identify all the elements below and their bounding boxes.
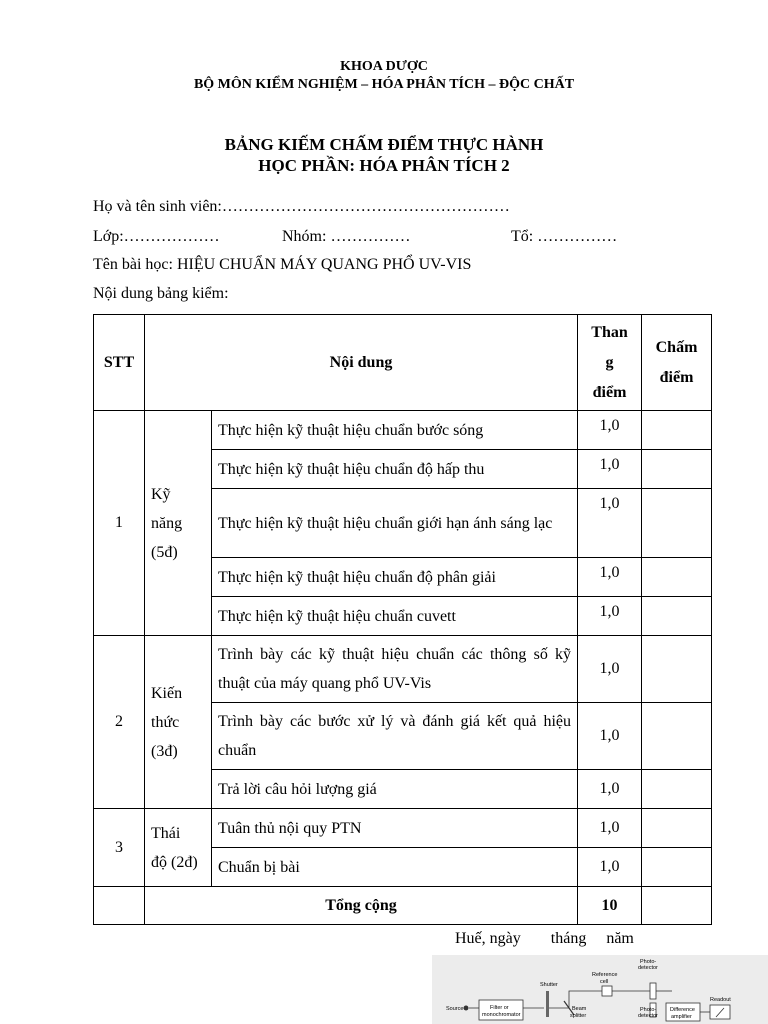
group-field: Nhóm: …………… [282,228,411,245]
header-grade-line2: điểm [659,368,694,386]
item-score: 1,0 [578,450,642,489]
diagram-splitter-label: splitter [570,1013,587,1019]
group-1-stt: 1 [94,411,145,636]
item-text: Chuẩn bị bài [212,848,578,887]
item-text: Trình bày các bước xử lý và đánh giá kết quả hiệu chuẩn [212,703,578,770]
date-place: Huế, ngày [455,930,521,947]
diagram-shutter-label: Shutter [540,982,558,988]
item-score: 1,0 [578,411,642,450]
header-scale-line2: g [605,353,614,371]
item-grade-cell[interactable] [642,597,712,636]
diagram-readout-label: Readout [710,997,731,1003]
group-1-category-line3: (5đ) [151,543,178,561]
item-text: Trình bày các kỹ thuật hiệu chuẩn các thông số kỹ thuật của máy quang phổ UV-Vis [212,636,578,703]
group-2-category-line1: Kiến [151,684,183,702]
group-1-category-line1: Kỹ [151,485,171,503]
table-header-row [94,315,712,411]
item-text: Thực hiện kỹ thuật hiệu chuẩn độ hấp thu [212,450,578,489]
faculty-name: KHOA DƯỢC [340,59,428,74]
diagram-detector-bottom: detector [638,1013,658,1019]
header-scale-line1: Than [591,323,628,341]
checklist-content-label: Nội dung bảng kiểm: [93,285,229,302]
table-row [94,411,712,450]
diagram-reference-cell [602,986,612,996]
diagram-cell-label: cell [600,979,609,985]
item-grade-cell[interactable] [642,489,712,558]
diagram-beam-label: Beam [572,1006,587,1012]
item-score: 1,0 [578,489,642,558]
item-text: Trả lời câu hỏi lượng giá [212,770,578,809]
item-grade-cell[interactable] [642,770,712,809]
total-grade-cell[interactable] [642,887,712,925]
item-text: Thực hiện kỹ thuật hiệu chuẩn giới hạn ánh sáng lạc [212,489,578,558]
total-row [94,887,712,925]
item-text: Tuân thủ nội quy PTN [212,809,578,848]
diagram-photo-detector-top: Photo- [640,959,657,965]
source-lamp-icon [464,1006,469,1011]
item-grade-cell[interactable] [642,809,712,848]
date-line [455,930,634,948]
group-2-category [145,636,212,809]
diagram-filter-label: Filter or [490,1005,509,1011]
group-1-category-line2: năng [151,514,183,532]
header-scale-line3: điểm [592,383,627,401]
header-content: Nội dung [145,315,578,411]
group-2-stt: 2 [94,636,145,809]
item-score: 1,0 [578,636,642,703]
student-name-field: Họ và tên sinh viên:……………………………………………… [93,198,510,215]
group-2-category-line2: thức [151,713,180,731]
diagram-amplifier-label: amplifier [671,1014,692,1020]
group-3-category-line1: Thái [151,824,181,842]
group-1-category [145,411,212,636]
diagram-monochromator-label: monochromator [482,1012,521,1018]
item-score: 1,0 [578,703,642,770]
item-grade-cell[interactable] [642,636,712,703]
spectrophotometer-diagram [432,955,768,1024]
diagram-top-detector [650,983,656,999]
date-month: tháng [550,930,587,947]
lesson-name: Tên bài học: HIỆU CHUẨN MÁY QUANG PHỔ UV-VIS [93,256,472,273]
total-value: 10 [578,887,642,925]
diagram-detector-top: detector [638,965,658,971]
group-3-stt: 3 [94,809,145,887]
group-2-category-line3: (3đ) [151,742,178,760]
item-grade-cell[interactable] [642,450,712,489]
diagram-photo-detector-bottom: Photo- [640,1007,657,1013]
diagram-source-label: Source [446,1006,464,1012]
item-score: 1,0 [578,848,642,887]
item-text: Thực hiện kỹ thuật hiệu chuẩn cuvett [212,597,578,636]
header-grade [642,315,712,411]
item-grade-cell[interactable] [642,558,712,597]
item-score: 1,0 [578,597,642,636]
diagram-shutter [546,991,549,1017]
header-grade-line1: Chấm [655,338,698,356]
department-name: BỘ MÔN KIỂM NGHIỆM – HÓA PHÂN TÍCH – ĐỘC CHẤT [193,77,575,92]
item-score: 1,0 [578,809,642,848]
document-title: BẢNG KIẾM CHẤM ĐIỂM THỰC HÀNH [224,135,544,154]
item-grade-cell[interactable] [642,703,712,770]
table-row [94,809,712,848]
class-field: Lớp:……………… [93,228,220,245]
header-scale [578,315,642,411]
item-score: 1,0 [578,770,642,809]
diagram-difference-label: Difference [670,1007,695,1013]
diagram-reference-label: Reference [592,972,618,978]
date-year: năm [606,930,634,947]
table-row [94,636,712,703]
checklist-table [93,314,712,925]
item-grade-cell[interactable] [642,411,712,450]
total-label: Tổng cộng [145,887,578,925]
item-score: 1,0 [578,558,642,597]
course-title: HỌC PHẦN: HÓA PHÂN TÍCH 2 [258,156,510,175]
group-3-category-line2: độ (2đ) [151,853,198,871]
total-stt-cell [94,887,145,925]
item-text: Thực hiện kỹ thuật hiệu chuẩn độ phân giải [212,558,578,597]
group-3-category [145,809,212,887]
team-field: Tổ: …………… [511,228,618,245]
header-stt: STT [94,315,145,411]
item-text: Thực hiện kỹ thuật hiệu chuẩn bước sóng [212,411,578,450]
item-grade-cell[interactable] [642,848,712,887]
